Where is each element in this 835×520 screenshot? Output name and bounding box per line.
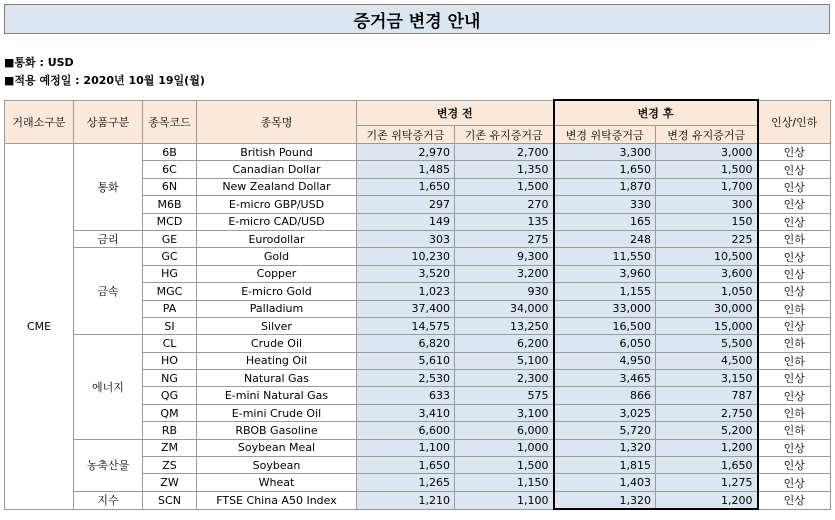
after-maint-cell: 225 xyxy=(656,230,758,247)
code-cell: M6B xyxy=(143,196,197,213)
code-cell: PA xyxy=(143,300,197,317)
before-initial-cell: 149 xyxy=(357,213,455,230)
code-cell: ZS xyxy=(143,457,197,474)
after-maint-cell: 3,600 xyxy=(656,265,758,282)
name-cell: E-mini Natural Gas xyxy=(197,387,357,404)
after-maint-cell: 2,750 xyxy=(656,404,758,421)
after-maint-cell: 30,000 xyxy=(656,300,758,317)
currency-info: ■통화 : USD xyxy=(4,56,74,69)
after-initial-cell: 248 xyxy=(554,230,656,247)
after-initial-cell: 866 xyxy=(554,387,656,404)
before-initial-cell: 1,210 xyxy=(357,491,455,509)
code-cell: GE xyxy=(143,230,197,247)
before-maint-cell: 13,250 xyxy=(455,317,554,334)
exchange-cell: CME xyxy=(5,144,74,510)
change-cell: 인상 xyxy=(758,178,831,195)
before-initial-cell: 1,100 xyxy=(357,439,455,456)
before-maint-cell: 1,500 xyxy=(455,178,554,195)
name-cell: Gold xyxy=(197,248,357,265)
before-maint-cell: 9,300 xyxy=(455,248,554,265)
after-initial-cell: 1,155 xyxy=(554,283,656,300)
table-row xyxy=(5,144,831,161)
change-cell: 인상 xyxy=(758,474,831,491)
table-row xyxy=(5,335,831,352)
before-maint-cell: 270 xyxy=(455,196,554,213)
change-cell: 인상 xyxy=(758,283,831,300)
after-initial-cell: 1,320 xyxy=(554,491,656,509)
after-initial-cell: 1,815 xyxy=(554,457,656,474)
after-maint-cell: 5,500 xyxy=(656,335,758,352)
name-cell: New Zealand Dollar xyxy=(197,178,357,195)
code-cell: 6B xyxy=(143,144,197,161)
effective-date-info: ■적용 예정일 : 2020년 10월 19일(월) xyxy=(4,74,205,87)
code-cell: RB xyxy=(143,422,197,439)
name-cell: E-micro GBP/USD xyxy=(197,196,357,213)
after-maint-cell: 1,500 xyxy=(656,161,758,178)
header-name: 종목명 xyxy=(197,100,357,144)
before-initial-cell: 1,650 xyxy=(357,457,455,474)
after-maint-cell: 1,650 xyxy=(656,457,758,474)
change-cell: 인하 xyxy=(758,422,831,439)
header-after: 변경 후 xyxy=(554,100,758,126)
header-before-maint: 기존 유지증거금 xyxy=(455,126,554,144)
code-cell: ZW xyxy=(143,474,197,491)
code-cell: SCN xyxy=(143,491,197,509)
code-cell: SI xyxy=(143,317,197,334)
before-maint-cell: 3,200 xyxy=(455,265,554,282)
after-initial-cell: 3,300 xyxy=(554,144,656,161)
before-initial-cell: 297 xyxy=(357,196,455,213)
before-maint-cell: 135 xyxy=(455,213,554,230)
name-cell: Heating Oil xyxy=(197,352,357,369)
change-cell: 인하 xyxy=(758,352,831,369)
after-initial-cell: 33,000 xyxy=(554,300,656,317)
before-maint-cell: 6,200 xyxy=(455,335,554,352)
after-initial-cell: 165 xyxy=(554,213,656,230)
table-body xyxy=(5,144,831,510)
change-cell: 인상 xyxy=(758,491,831,509)
change-cell: 인상 xyxy=(758,439,831,456)
name-cell: FTSE China A50 Index xyxy=(197,491,357,509)
code-cell: 6C xyxy=(143,161,197,178)
name-cell: E-mini Crude Oil xyxy=(197,404,357,421)
change-cell: 인하 xyxy=(758,404,831,421)
after-maint-cell: 4,500 xyxy=(656,352,758,369)
after-initial-cell: 1,403 xyxy=(554,474,656,491)
before-initial-cell: 6,600 xyxy=(357,422,455,439)
before-initial-cell: 5,610 xyxy=(357,352,455,369)
before-maint-cell: 6,000 xyxy=(455,422,554,439)
change-cell: 인상 xyxy=(758,370,831,387)
after-initial-cell: 11,550 xyxy=(554,248,656,265)
code-cell: MGC xyxy=(143,283,197,300)
before-initial-cell: 1,265 xyxy=(357,474,455,491)
page-title: 증거금 변경 안내 xyxy=(4,4,830,34)
before-initial-cell: 3,410 xyxy=(357,404,455,421)
name-cell: Palladium xyxy=(197,300,357,317)
header-change: 인상/인하 xyxy=(758,100,831,144)
code-cell: 6N xyxy=(143,178,197,195)
after-initial-cell: 1,650 xyxy=(554,161,656,178)
name-cell: E-micro CAD/USD xyxy=(197,213,357,230)
after-initial-cell: 330 xyxy=(554,196,656,213)
change-cell: 인상 xyxy=(758,248,831,265)
table-row xyxy=(5,439,831,456)
before-initial-cell: 2,970 xyxy=(357,144,455,161)
header-before-initial: 기존 위탁증거금 xyxy=(357,126,455,144)
category-cell: 금속 xyxy=(74,248,143,335)
after-initial-cell: 5,720 xyxy=(554,422,656,439)
before-initial-cell: 37,400 xyxy=(357,300,455,317)
before-initial-cell: 6,820 xyxy=(357,335,455,352)
before-maint-cell: 575 xyxy=(455,387,554,404)
code-cell: CL xyxy=(143,335,197,352)
before-maint-cell: 3,100 xyxy=(455,404,554,421)
margin-change-table xyxy=(4,99,831,510)
after-maint-cell: 3,000 xyxy=(656,144,758,161)
table-row xyxy=(5,248,831,265)
before-maint-cell: 275 xyxy=(455,230,554,247)
name-cell: E-micro Gold xyxy=(197,283,357,300)
table-row xyxy=(5,491,831,509)
after-maint-cell: 787 xyxy=(656,387,758,404)
change-cell: 인하 xyxy=(758,335,831,352)
before-maint-cell: 1,100 xyxy=(455,491,554,509)
name-cell: Soybean Meal xyxy=(197,439,357,456)
after-maint-cell: 15,000 xyxy=(656,317,758,334)
after-maint-cell: 150 xyxy=(656,213,758,230)
category-cell: 농축산물 xyxy=(74,439,143,491)
code-cell: MCD xyxy=(143,213,197,230)
table-row xyxy=(5,230,831,247)
before-maint-cell: 34,000 xyxy=(455,300,554,317)
name-cell: Canadian Dollar xyxy=(197,161,357,178)
after-initial-cell: 3,960 xyxy=(554,265,656,282)
header-exchange: 거래소구분 xyxy=(5,100,74,144)
change-cell: 인상 xyxy=(758,213,831,230)
header-after-maint: 변경 유지증거금 xyxy=(656,126,758,144)
before-maint-cell: 2,700 xyxy=(455,144,554,161)
code-cell: QG xyxy=(143,387,197,404)
name-cell: British Pound xyxy=(197,144,357,161)
change-cell: 인하 xyxy=(758,230,831,247)
after-initial-cell: 6,050 xyxy=(554,335,656,352)
after-initial-cell: 1,320 xyxy=(554,439,656,456)
before-initial-cell: 10,230 xyxy=(357,248,455,265)
after-maint-cell: 1,200 xyxy=(656,439,758,456)
after-maint-cell: 5,200 xyxy=(656,422,758,439)
after-initial-cell: 3,465 xyxy=(554,370,656,387)
change-cell: 인하 xyxy=(758,300,831,317)
name-cell: RBOB Gasoline xyxy=(197,422,357,439)
after-maint-cell: 1,050 xyxy=(656,283,758,300)
after-maint-cell: 1,700 xyxy=(656,178,758,195)
after-initial-cell: 16,500 xyxy=(554,317,656,334)
before-initial-cell: 2,530 xyxy=(357,370,455,387)
after-maint-cell: 10,500 xyxy=(656,248,758,265)
change-cell: 인상 xyxy=(758,161,831,178)
before-maint-cell: 1,350 xyxy=(455,161,554,178)
before-initial-cell: 1,023 xyxy=(357,283,455,300)
name-cell: Silver xyxy=(197,317,357,334)
after-initial-cell: 3,025 xyxy=(554,404,656,421)
before-maint-cell: 930 xyxy=(455,283,554,300)
change-cell: 인상 xyxy=(758,265,831,282)
after-initial-cell: 4,950 xyxy=(554,352,656,369)
name-cell: Natural Gas xyxy=(197,370,357,387)
code-cell: HG xyxy=(143,265,197,282)
before-initial-cell: 1,485 xyxy=(357,161,455,178)
code-cell: NG xyxy=(143,370,197,387)
name-cell: Eurodollar xyxy=(197,230,357,247)
change-cell: 인상 xyxy=(758,144,831,161)
after-maint-cell: 3,150 xyxy=(656,370,758,387)
header-after-initial: 변경 위탁증거금 xyxy=(554,126,656,144)
header-code: 종목코드 xyxy=(143,100,197,144)
after-maint-cell: 1,275 xyxy=(656,474,758,491)
category-cell: 지수 xyxy=(74,491,143,509)
category-cell: 통화 xyxy=(74,144,143,231)
category-cell: 금리 xyxy=(74,230,143,247)
header-before: 변경 전 xyxy=(357,100,554,126)
change-cell: 인상 xyxy=(758,317,831,334)
before-maint-cell: 1,150 xyxy=(455,474,554,491)
before-initial-cell: 14,575 xyxy=(357,317,455,334)
before-maint-cell: 5,100 xyxy=(455,352,554,369)
name-cell: Wheat xyxy=(197,474,357,491)
code-cell: HO xyxy=(143,352,197,369)
code-cell: QM xyxy=(143,404,197,421)
after-maint-cell: 300 xyxy=(656,196,758,213)
code-cell: ZM xyxy=(143,439,197,456)
before-initial-cell: 3,520 xyxy=(357,265,455,282)
before-initial-cell: 1,650 xyxy=(357,178,455,195)
code-cell: GC xyxy=(143,248,197,265)
change-cell: 인상 xyxy=(758,387,831,404)
before-initial-cell: 633 xyxy=(357,387,455,404)
before-maint-cell: 2,300 xyxy=(455,370,554,387)
before-maint-cell: 1,000 xyxy=(455,439,554,456)
after-initial-cell: 1,870 xyxy=(554,178,656,195)
name-cell: Crude Oil xyxy=(197,335,357,352)
header-category: 상품구분 xyxy=(74,100,143,144)
name-cell: Copper xyxy=(197,265,357,282)
before-initial-cell: 303 xyxy=(357,230,455,247)
category-cell: 에너지 xyxy=(74,335,143,439)
after-maint-cell: 1,200 xyxy=(656,491,758,509)
change-cell: 인상 xyxy=(758,196,831,213)
before-maint-cell: 1,500 xyxy=(455,457,554,474)
name-cell: Soybean xyxy=(197,457,357,474)
change-cell: 인상 xyxy=(758,457,831,474)
